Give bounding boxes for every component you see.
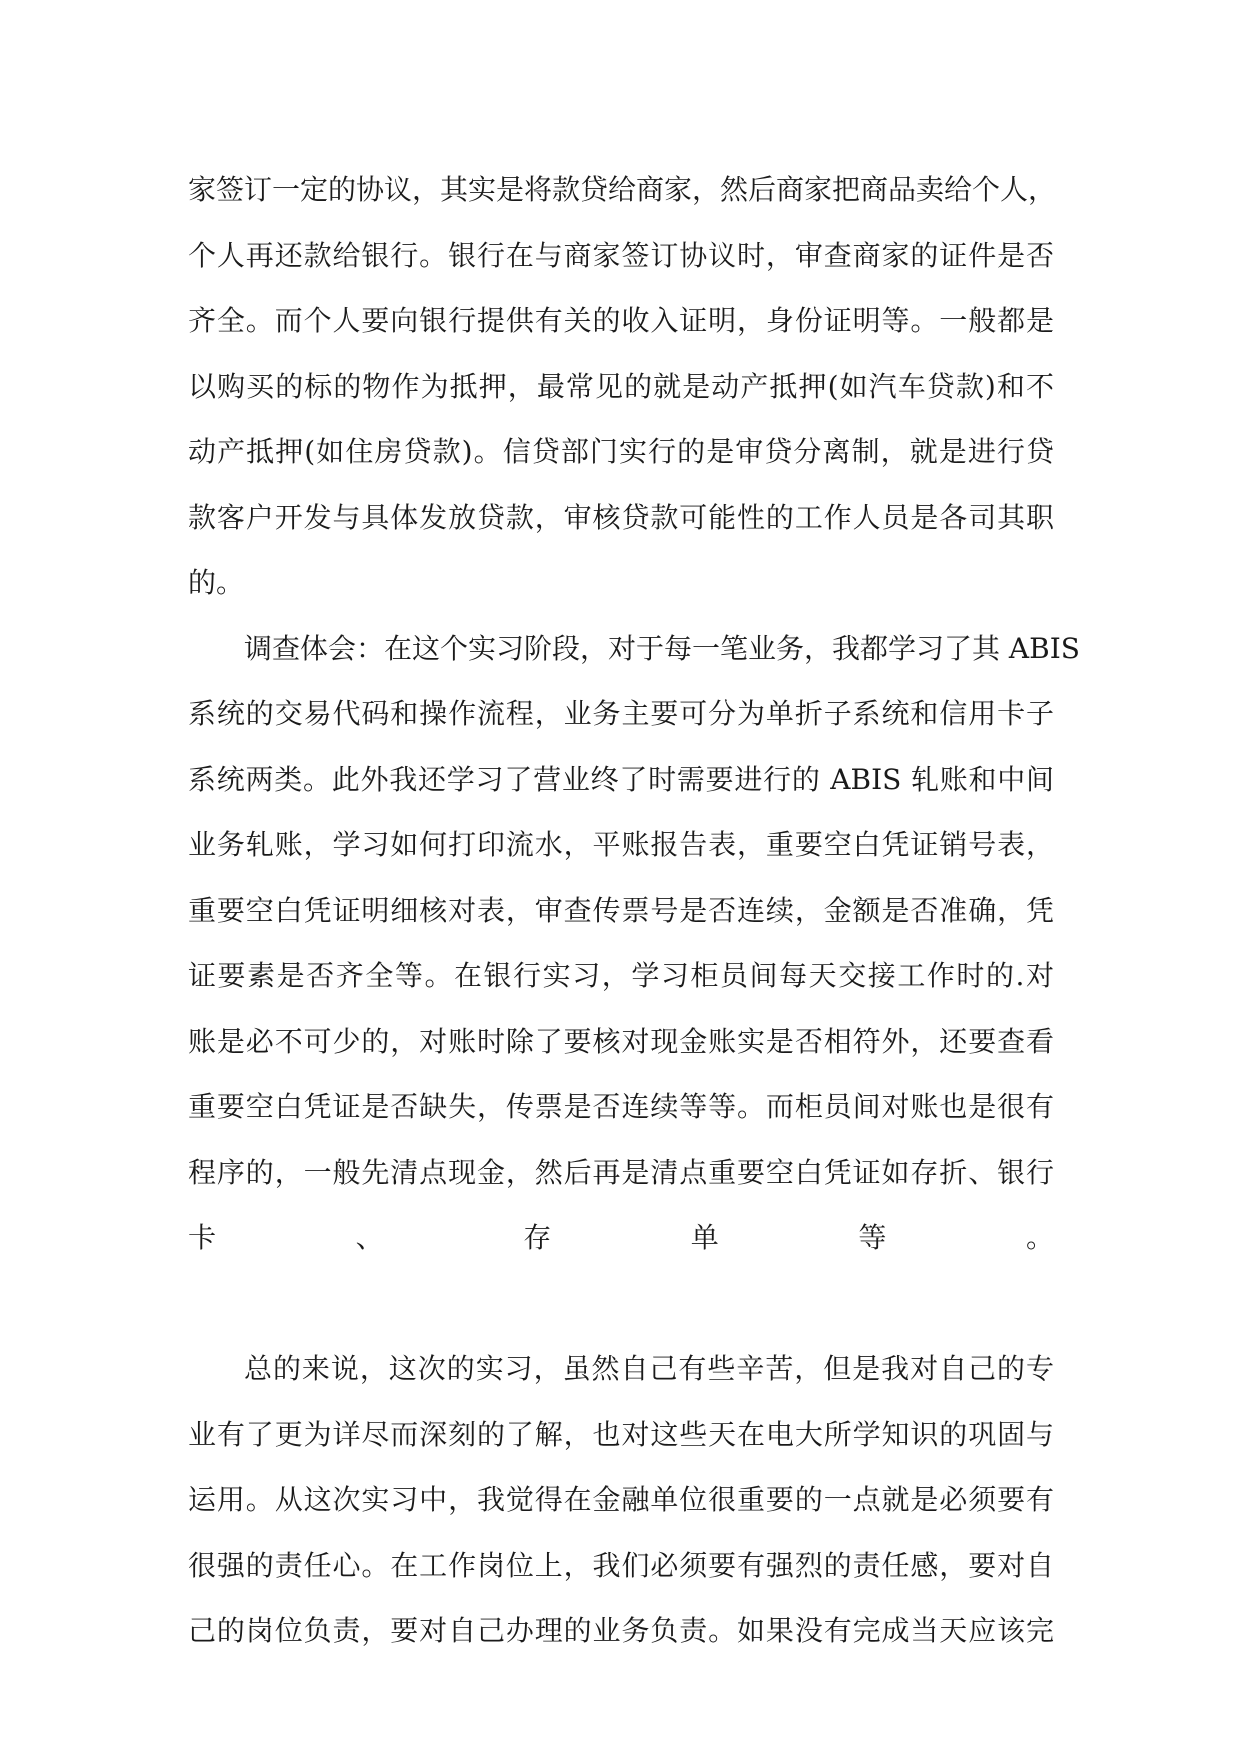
text-line: 总的来说，这次的实习，虽然自己有些辛苦，但是我对自己的专 [244,1352,1054,1385]
text-line: 运用。从这次实习中，我觉得在金融单位很重要的一点就是必须要有 [188,1483,1054,1516]
text-line: 家签订一定的协议，其实是将款贷给商家，然后商家把商品卖给个人， [188,173,1057,206]
text-line: 账是必不可少的，对账时除了要核对现金账实是否相符外，还要查看 [188,1024,1054,1058]
text-line: 重要空白凭证明细核对表，审查传票号是否连续，金额是否准确，凭 [188,893,1054,927]
text-line: 业务轧账，学习如何打印流水，平账报告表，重要空白凭证销号表， [188,828,1054,861]
text-line: 个人再还款给银行。银行在与商家签订协议时，审查商家的证件是否 [188,238,1054,272]
text-line: 以购买的标的物作为抵押，最常见的就是动产抵押(如汽车贷款)和不 [188,369,1054,403]
document-body [188,157,1080,1664]
text-line: 系统的交易代码和操作流程，业务主要可分为单折子系统和信用卡子 [188,697,1054,730]
text-line: 己的岗位负责，要对自己办理的业务负责。如果没有完成当天应该完 [188,1614,1054,1647]
text-line: 动产抵押(如住房贷款)。信贷部门实行的是审贷分离制，就是进行贷 [188,435,1054,468]
paragraph-3 [188,1336,1054,1664]
text-line: 卡、存单等。 [188,1221,1054,1254]
text-line: 的。 [188,566,245,599]
text-line [188,1271,1054,1337]
text-line: 很强的责任心。在工作岗位上，我们必须要有强烈的责任感，要对自 [188,1548,1054,1582]
text-line: 款客户开发与具体发放贷款，审核贷款可能性的工作人员是各司其职 [188,500,1054,534]
paragraph-1 [188,157,1057,616]
text-line: 重要空白凭证是否缺失，传票是否连续等等。而柜员间对账也是很有 [188,1090,1054,1123]
text-line: 证要素是否齐全等。在银行实习，学习柜员间每天交接工作时的.对 [188,959,1054,992]
text-line: 调查体会：在这个实习阶段，对于每一笔业务，我都学习了其 ABIS [244,631,1080,665]
paragraph-2 [188,616,1080,1337]
text-line: 程序的，一般先清点现金，然后再是清点重要空白凭证如存折、银行 [188,1155,1054,1189]
text-line: 系统两类。此外我还学习了营业终了时需要进行的 ABIS 轧账和中间 [188,762,1054,796]
text-line: 齐全。而个人要向银行提供有关的收入证明，身份证明等。一般都是 [188,304,1054,337]
text-line: 业有了更为详尽而深刻的了解，也对这些天在电大所学知识的巩固与 [188,1417,1054,1451]
